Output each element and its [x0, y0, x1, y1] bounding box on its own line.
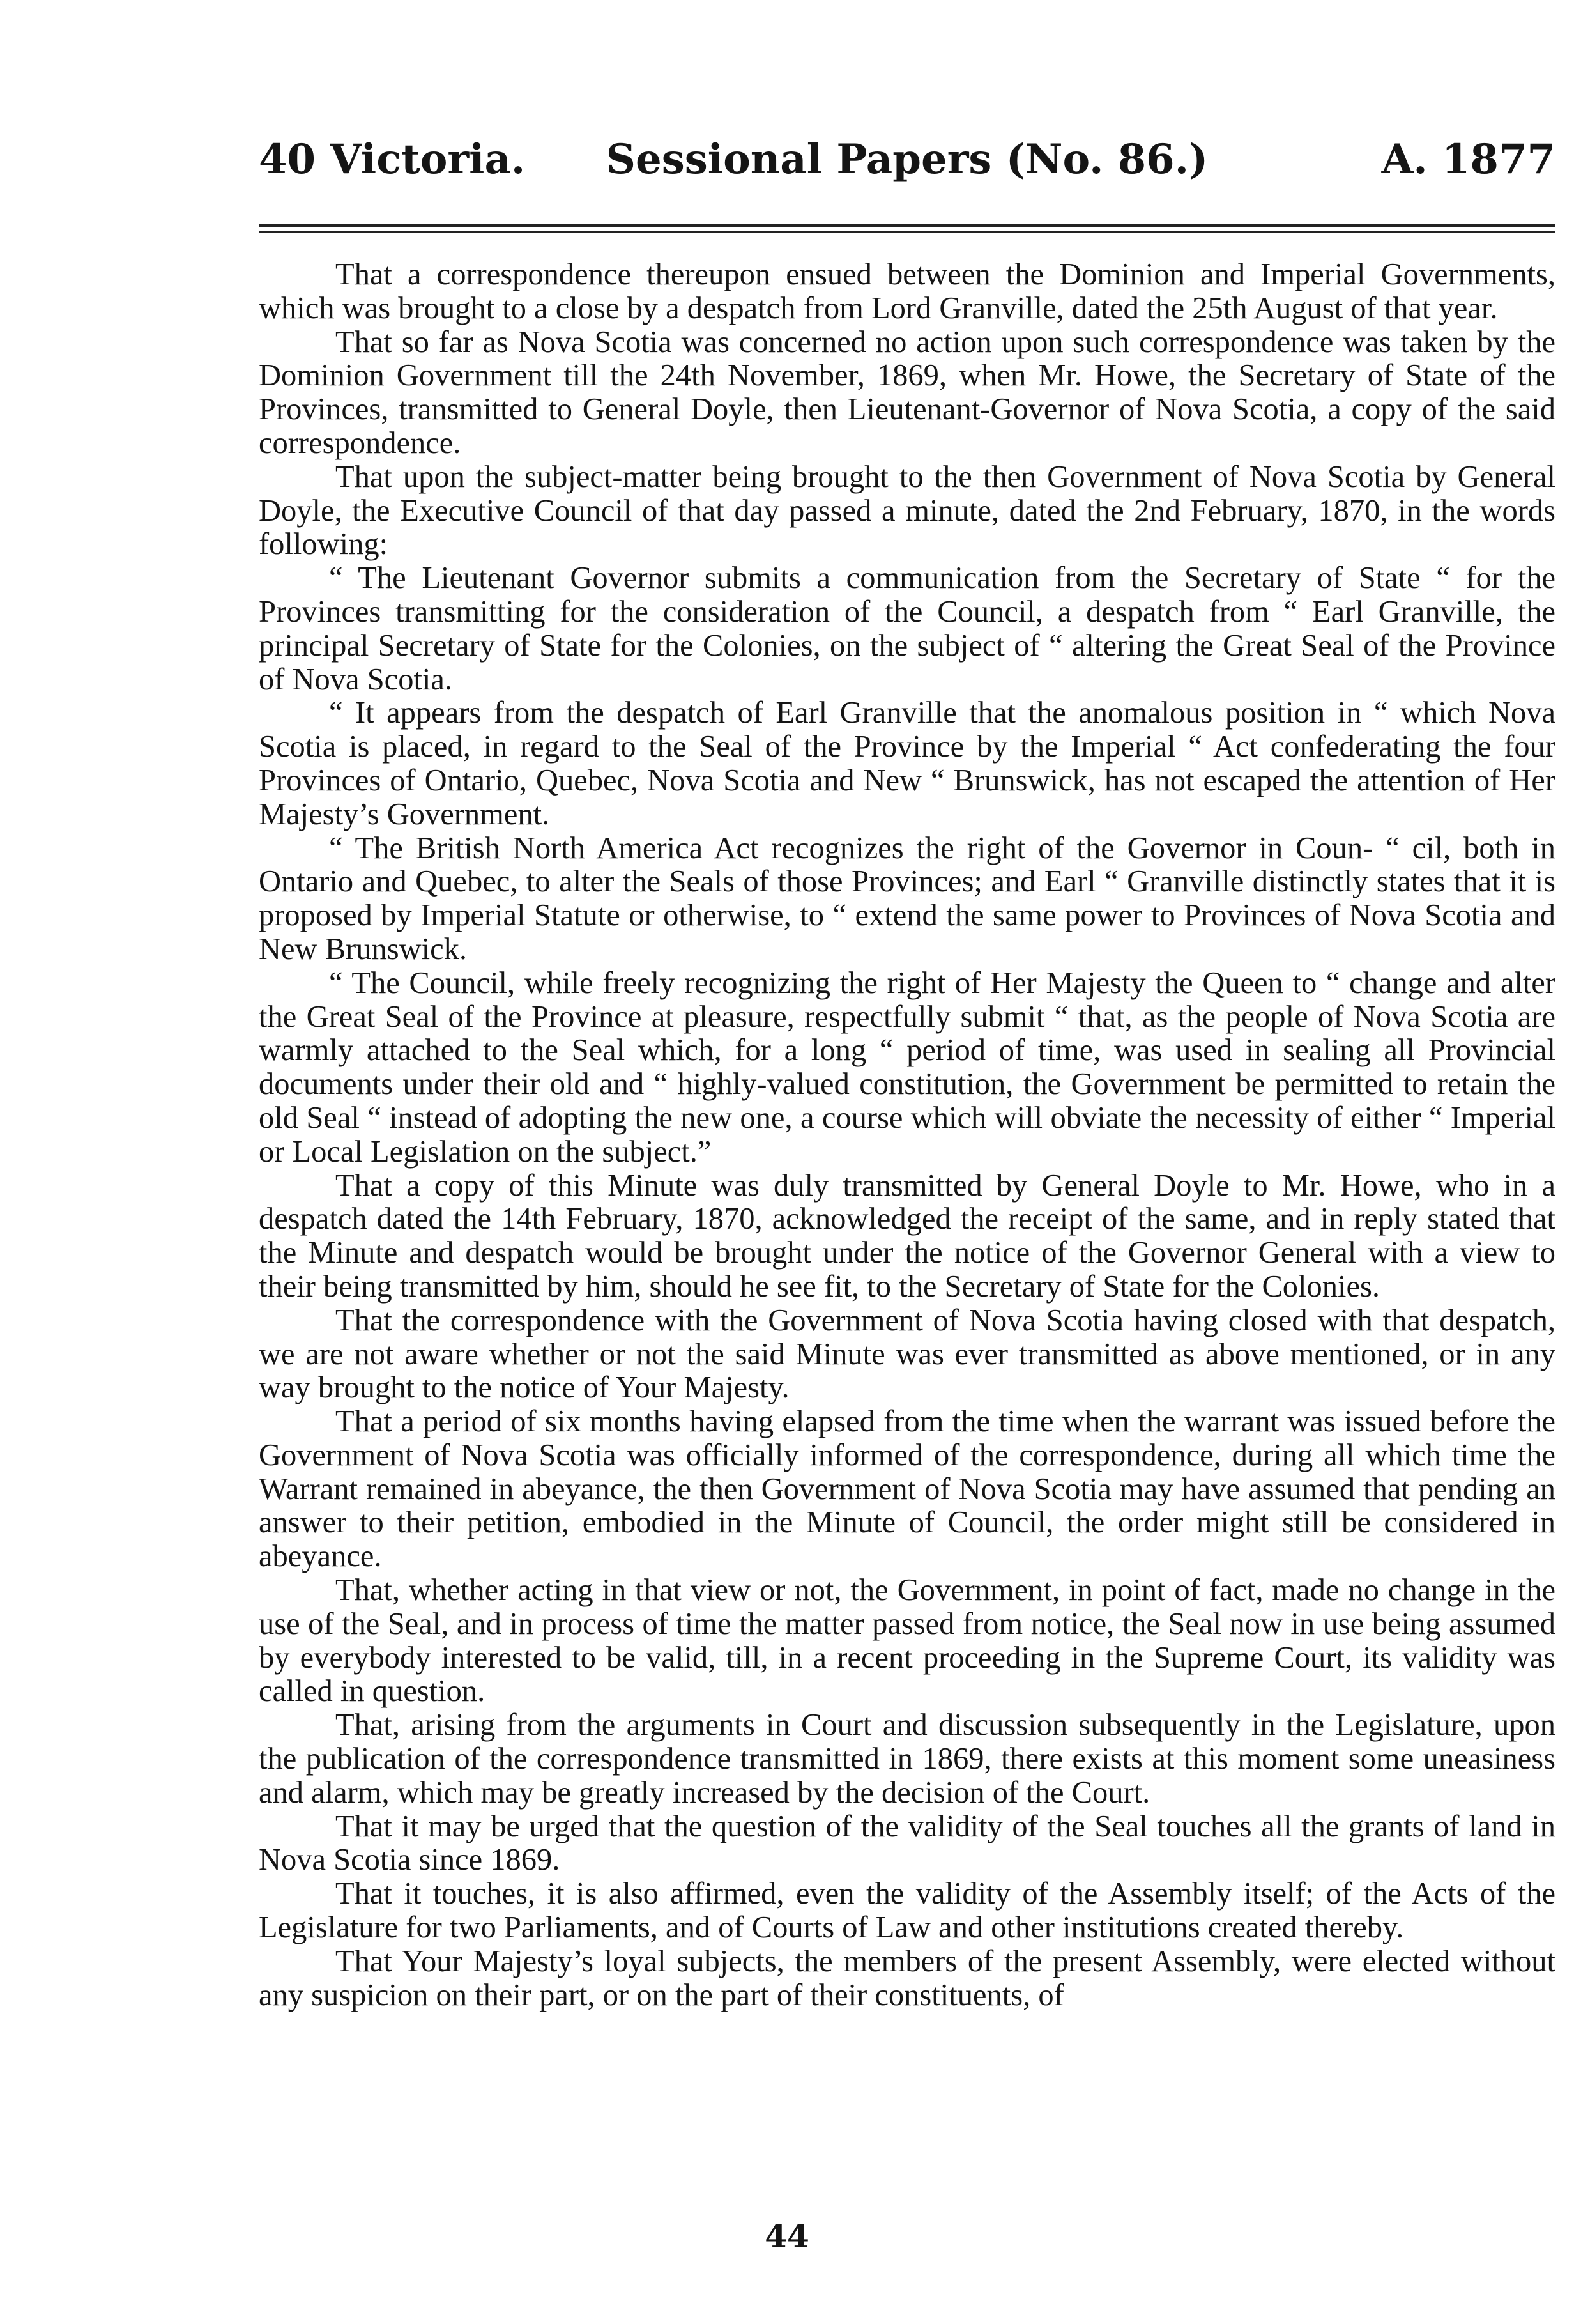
header-year: A. 1877: [1381, 135, 1555, 183]
paragraph: That it touches, it is also affirmed, even the validity of the Assembly itself; of the Acts of the Legislature for two Parliaments, and of Courts of Law and other institutions created thereby.: [259, 1877, 1555, 1945]
header-rule-thin: [259, 231, 1555, 233]
paragraph: That it may be urged that the question of the validity of the Seal touches all the grants of land in Nova Scotia since 1869.: [259, 1809, 1555, 1877]
body-text: [259, 258, 1555, 2012]
header-rule-thick: [259, 224, 1555, 227]
paragraph: That a copy of this Minute was duly transmitted by General Doyle to Mr. Howe, who in a despatch dated the 14th February, 1870, acknowledged the receipt of the same, and in reply stated that the Minute and despatch would be brought under the notice of the Governor General with a view to their being transmitted by him, should he see fit, to the Secretary of State for the Colonies.: [259, 1168, 1555, 1304]
paragraph: That upon the subject-matter being brought to the then Government of Nova Scotia by General Doyle, the Executive Council of that day passed a minute, dated the 2nd February, 1870, in the words following:: [259, 459, 1555, 562]
paragraph: That a correspondence thereupon ensued between the Dominion and Imperial Governments, which was brought to a close by a despatch from Lord Granville, dated the 25th August of that year.: [259, 258, 1555, 325]
paragraph: That a period of six months having elapsed from the time when the warrant was issued before the Government of Nova Scotia was officially informed of the correspondence, during all which time the Warrant remained in abeyance, the then Government of Nova Scotia may have assumed that pending an answer to their petition, embodied in the Minute of Council, the order might still be considered in abeyance.: [259, 1404, 1555, 1574]
running-header: [259, 121, 1555, 198]
paragraph: That Your Majesty’s loyal subjects, the members of the present Assembly, were elected without any suspicion on their part, or on the part of their constituents, of: [259, 1944, 1555, 2012]
quoted-paragraph: “ The Council, while freely recognizing the right of Her Majesty the Queen to “ change and alter the Great Seal of the Province at pleasure, respectfully submit “ that, as the people of Nova Scotia are warmly attached to the Seal which, for a long “ period of time, was used in sealing all Provincial documents under their old and “ highly-valued constitution, the Government be permitted to retain the old Seal “ instead of adopting the new one, a course which will obviate the necessity of either “ Imperial or Local Legislation on the subject.”: [259, 966, 1555, 1169]
paragraph: That, whether acting in that view or not, the Government, in point of fact, made no change in the use of the Seal, and in process of time the matter passed from notice, the Seal now in use being assumed by everybody interested to be valid, till, in a recent proceeding in the Supreme Court, its validity was called in question.: [259, 1573, 1555, 1709]
quoted-paragraph: “ It appears from the despatch of Earl Granville that the anomalous position in “ which Nova Scotia is placed, in regard to the Seal of the Province by the Imperial “ Act confederating the four Provinces of Ontario, Quebec, Nova Scotia and New “ Brunswick, has not escaped the attention of Her Majesty’s Government.: [259, 696, 1555, 831]
paragraph: That the correspondence with the Government of Nova Scotia having closed with that despatch, we are not aware whether or not the said Minute was ever transmitted as above mentioned, or in any way brought to the notice of Your Majesty.: [259, 1303, 1555, 1405]
header-volume: 40 Victoria.: [259, 135, 526, 183]
page-number: 44: [765, 2217, 809, 2255]
paragraph: That, arising from the arguments in Court and discussion subsequently in the Legislature, upon the publication of the correspondence transmitted in 1869, there exists at this moment some uneasiness and alarm, which may be greatly increased by the decision of the Court.: [259, 1708, 1555, 1810]
paragraph: That so far as Nova Scotia was concerned no action upon such correspondence was taken by the Dominion Government till the 24th November, 1869, when Mr. Howe, the Secretary of State of the Provinces, transmitted to General Doyle, then Lieutenant-Governor of Nova Scotia, a copy of the said correspondence.: [259, 325, 1555, 460]
quoted-paragraph: “ The British North America Act recognizes the right of the Governor in Coun- “ cil, both in Ontario and Quebec, to alter the Seals of those Provinces; and Earl “ Granville distinctly states that it is proposed by Imperial Statute or otherwise, to “ extend the same power to Provinces of Nova Scotia and New Brunswick.: [259, 831, 1555, 966]
quoted-paragraph: “ The Lieutenant Governor submits a communication from the Secretary of State “ for the Provinces transmitting for the consideration of the Council, a despatch from “ Earl Granville, the principal Secretary of State for the Colonies, on the subject of “ altering the Great Seal of the Province of Nova Scotia.: [259, 561, 1555, 696]
header-title: Sessional Papers (No. 86.): [606, 135, 1209, 183]
